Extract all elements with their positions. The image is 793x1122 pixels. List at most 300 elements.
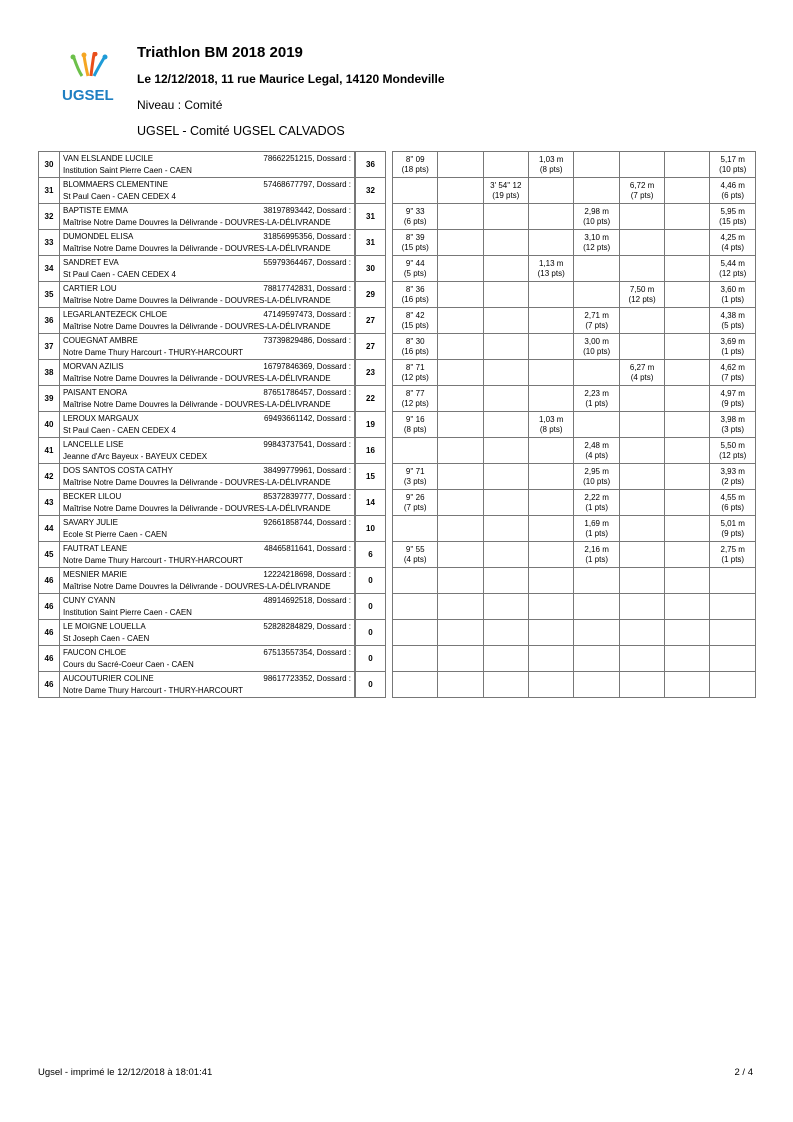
event-points: (16 pts) (401, 346, 429, 356)
athlete-row (39, 204, 355, 230)
event-points: (18 pts) (401, 164, 429, 174)
event-cell (710, 178, 756, 204)
total-points: 29 (356, 282, 386, 308)
rank: 40 (39, 412, 60, 438)
event-cell (483, 360, 528, 386)
level-label: Niveau : Comité (137, 98, 223, 112)
svg-text:UGSEL: UGSEL (62, 87, 114, 104)
athlete-info (60, 464, 355, 490)
event-performance: 5,95 m (720, 206, 745, 216)
athlete-name: SAVARY JULIE (63, 518, 118, 527)
event-row (393, 542, 756, 568)
school-name: Institution Saint Pierre Caen - CAEN (63, 166, 192, 175)
event-performance: 2,98 m (584, 206, 609, 216)
event-results-table (392, 151, 756, 698)
event-cell (619, 568, 664, 594)
event-row (393, 490, 756, 516)
ugsel-logo (60, 52, 126, 104)
license-number: 98617723352, Dossard : (263, 674, 351, 683)
athlete-name: BAPTISTE EMMA (63, 206, 128, 215)
event-performance: 4,46 m (720, 180, 745, 190)
points-row (356, 152, 386, 178)
total-points: 14 (356, 490, 386, 516)
athlete-name: CARTIER LOU (63, 284, 117, 293)
event-row (393, 646, 756, 672)
event-cell (393, 568, 438, 594)
event-cell (574, 594, 619, 620)
event-cell (619, 178, 664, 204)
event-cell (438, 230, 483, 256)
points-row (356, 282, 386, 308)
event-cell (619, 594, 664, 620)
event-row (393, 412, 756, 438)
rank: 32 (39, 204, 60, 230)
athlete-info (60, 152, 355, 178)
page-title: Triathlon BM 2018 2019 (137, 44, 303, 61)
event-points: (8 pts) (539, 424, 563, 434)
event-performance: 9'' 16 (405, 414, 425, 424)
event-points: (10 pts) (583, 346, 611, 356)
event-row (393, 620, 756, 646)
rank: 43 (39, 490, 60, 516)
event-cell (619, 386, 664, 412)
event-row (393, 464, 756, 490)
event-cell (393, 464, 438, 490)
total-points: 10 (356, 516, 386, 542)
event-performance: 2,48 m (584, 440, 609, 450)
license-number: 48465811641, Dossard : (263, 544, 351, 553)
event-performance: 6,27 m (629, 362, 655, 372)
event-cell (438, 334, 483, 360)
event-performance: 3,98 m (720, 414, 745, 424)
event-cell (619, 282, 664, 308)
license-number: 87651786457, Dossard : (263, 388, 351, 397)
points-row (356, 334, 386, 360)
event-performance: 2,71 m (584, 310, 609, 320)
event-cell (483, 594, 528, 620)
event-cell (619, 230, 664, 256)
event-cell (528, 178, 573, 204)
event-points: (1 pts) (585, 502, 608, 512)
event-cell (483, 308, 528, 334)
athlete-info (60, 204, 355, 230)
event-cell (528, 542, 573, 568)
event-cell (483, 412, 528, 438)
athlete-info (60, 360, 355, 386)
athlete-name: MORVAN AZILIS (63, 362, 124, 371)
event-points: (7 pts) (403, 502, 427, 512)
event-cell (528, 568, 573, 594)
event-cell (393, 308, 438, 334)
event-cell (665, 542, 710, 568)
event-performance: 1,03 m (538, 414, 564, 424)
athlete-info (60, 256, 355, 282)
event-points: (13 pts) (537, 268, 565, 278)
athlete-name: DUMONDEL ELISA (63, 232, 134, 241)
athlete-name: BECKER LILOU (63, 492, 122, 501)
rank: 46 (39, 620, 60, 646)
license-number: 12224218698, Dossard : (263, 570, 351, 579)
points-row (356, 204, 386, 230)
event-cell (619, 464, 664, 490)
total-points: 23 (356, 360, 386, 386)
athlete-name: PAISANT ENORA (63, 388, 128, 397)
athlete-row (39, 256, 355, 282)
event-performance: 9'' 71 (405, 466, 425, 476)
event-points: (12 pts) (628, 294, 656, 304)
event-cell (710, 646, 756, 672)
athlete-row (39, 386, 355, 412)
event-cell (393, 152, 438, 178)
event-performance: 8'' 09 (405, 154, 425, 164)
event-cell (665, 152, 710, 178)
event-cell (483, 178, 528, 204)
event-points: (7 pts) (630, 190, 654, 200)
school-name: Maîtrise Notre Dame Douvres la Délivrande - DOUVRES-LA-DÉLIVRANDE (63, 582, 331, 591)
event-performance: 2,75 m (720, 544, 745, 554)
athlete-info (60, 490, 355, 516)
event-cell (574, 204, 619, 230)
event-points: (10 pts) (583, 476, 611, 486)
event-performance: 3,93 m (720, 466, 745, 476)
total-points: 0 (356, 646, 386, 672)
rank: 37 (39, 334, 60, 360)
points-row (356, 464, 386, 490)
event-points: (1 pts) (585, 554, 608, 564)
athlete-name: CUNY CYANN (63, 596, 116, 605)
event-points: (19 pts) (492, 190, 520, 200)
event-cell (483, 230, 528, 256)
event-performance: 6,72 m (629, 180, 655, 190)
school-name: Maîtrise Notre Dame Douvres la Délivrande - DOUVRES-LA-DÉLIVRANDE (63, 478, 331, 487)
license-number: 78817742831, Dossard : (263, 284, 351, 293)
event-cell (438, 646, 483, 672)
athlete-row (39, 360, 355, 386)
event-cell (574, 282, 619, 308)
event-cell (438, 412, 483, 438)
event-cell (574, 620, 619, 646)
event-points: (4 pts) (630, 372, 654, 382)
license-number: 38499779961, Dossard : (263, 466, 351, 475)
event-cell (438, 438, 483, 464)
event-cell (528, 360, 573, 386)
rank: 42 (39, 464, 60, 490)
event-points: (16 pts) (401, 294, 429, 304)
athlete-row (39, 438, 355, 464)
school-name: Maîtrise Notre Dame Douvres la Délivrande - DOUVRES-LA-DÉLIVRANDE (63, 322, 331, 331)
points-row (356, 386, 386, 412)
event-row (393, 672, 756, 698)
event-cell (619, 412, 664, 438)
event-cell (528, 152, 573, 178)
event-performance: 5,44 m (720, 258, 745, 268)
school-name: Notre Dame Thury Harcourt - THURY-HARCOURT (63, 556, 244, 565)
event-cell (665, 386, 710, 412)
event-points: (7 pts) (585, 320, 608, 330)
event-performance: 4,62 m (720, 362, 745, 372)
total-points: 32 (356, 178, 386, 204)
athlete-row (39, 672, 355, 698)
athlete-name: FAUCON CHLOE (63, 648, 127, 657)
event-cell (710, 490, 756, 516)
event-cell (619, 672, 664, 698)
total-points: 0 (356, 594, 386, 620)
event-cell (438, 204, 483, 230)
event-row (393, 594, 756, 620)
event-performance: 3,60 m (720, 284, 745, 294)
athlete-row (39, 516, 355, 542)
event-cell (619, 438, 664, 464)
event-cell (528, 386, 573, 412)
school-name: Notre Dame Thury Harcourt - THURY-HARCOURT (63, 686, 244, 695)
license-number: 48914692518, Dossard : (263, 596, 351, 605)
event-performance: 8'' 36 (405, 284, 425, 294)
points-row (356, 256, 386, 282)
event-points: (10 pts) (719, 164, 747, 174)
event-cell (665, 672, 710, 698)
event-cell (619, 204, 664, 230)
rank: 44 (39, 516, 60, 542)
event-cell (710, 464, 756, 490)
license-number: 38197893442, Dossard : (263, 206, 351, 215)
event-performance: 9'' 44 (405, 258, 425, 268)
event-cell (574, 542, 619, 568)
event-points: (6 pts) (721, 502, 745, 512)
event-cell (710, 386, 756, 412)
total-points: 16 (356, 438, 386, 464)
event-cell (483, 204, 528, 230)
event-performance: 5,01 m (720, 518, 745, 528)
event-performance: 3,69 m (720, 336, 745, 346)
event-cell (483, 386, 528, 412)
total-points: 27 (356, 308, 386, 334)
event-date-location: Le 12/12/2018, 11 rue Maurice Legal, 14120 Mondeville (137, 72, 445, 86)
event-performance: 2,95 m (584, 466, 609, 476)
event-cell (438, 620, 483, 646)
rank: 35 (39, 282, 60, 308)
event-cell (528, 516, 573, 542)
event-cell (665, 516, 710, 542)
event-points: (9 pts) (721, 528, 745, 538)
event-points: (7 pts) (721, 372, 745, 382)
event-cell (438, 178, 483, 204)
license-number: 57468677797, Dossard : (263, 180, 351, 189)
event-points: (5 pts) (721, 320, 745, 330)
total-points: 30 (356, 256, 386, 282)
athlete-name: VAN ELSLANDE LUCILE (63, 154, 154, 163)
event-cell (665, 256, 710, 282)
event-cell (574, 412, 619, 438)
rank: 39 (39, 386, 60, 412)
event-row (393, 152, 756, 178)
event-cell (393, 672, 438, 698)
event-cell (619, 620, 664, 646)
event-cell (710, 256, 756, 282)
event-cell (393, 620, 438, 646)
athlete-row (39, 282, 355, 308)
event-performance: 5,50 m (720, 440, 745, 450)
license-number: 78662251215, Dossard : (263, 154, 351, 163)
total-points: 0 (356, 568, 386, 594)
points-row (356, 308, 386, 334)
rank: 41 (39, 438, 60, 464)
total-points: 36 (356, 152, 386, 178)
athlete-info (60, 542, 355, 568)
athlete-info (60, 672, 355, 698)
event-cell (710, 620, 756, 646)
total-points: 27 (356, 334, 386, 360)
event-cell (393, 204, 438, 230)
points-row (356, 490, 386, 516)
event-cell (483, 516, 528, 542)
event-cell (483, 334, 528, 360)
event-cell (393, 490, 438, 516)
event-performance: 8'' 77 (405, 388, 425, 398)
athlete-info (60, 412, 355, 438)
event-cell (438, 464, 483, 490)
event-performance: 9'' 26 (405, 492, 425, 502)
athlete-name: LE MOIGNE LOUELLA (63, 622, 146, 631)
event-cell (574, 490, 619, 516)
event-points: (12 pts) (401, 398, 429, 408)
event-row (393, 568, 756, 594)
athlete-info (60, 516, 355, 542)
athlete-info (60, 386, 355, 412)
license-number: 55979364467, Dossard : (263, 258, 351, 267)
event-cell (574, 360, 619, 386)
event-points: (12 pts) (719, 268, 747, 278)
event-cell (528, 672, 573, 698)
event-cell (574, 308, 619, 334)
athlete-row (39, 490, 355, 516)
event-cell (619, 646, 664, 672)
event-row (393, 516, 756, 542)
event-cell (710, 568, 756, 594)
rank: 46 (39, 568, 60, 594)
event-cell (483, 256, 528, 282)
event-cell (393, 412, 438, 438)
athlete-row (39, 594, 355, 620)
athlete-name: COUEGNAT AMBRE (63, 336, 138, 345)
school-name: St Paul Caen - CAEN CEDEX 4 (63, 270, 176, 279)
rank: 34 (39, 256, 60, 282)
license-number: 99843737541, Dossard : (263, 440, 351, 449)
event-performance: 1,13 m (538, 258, 564, 268)
event-cell (619, 152, 664, 178)
athlete-row (39, 334, 355, 360)
event-cell (438, 386, 483, 412)
event-cell (665, 490, 710, 516)
license-number: 73739829486, Dossard : (263, 336, 351, 345)
points-row (356, 178, 386, 204)
points-row (356, 516, 386, 542)
school-name: Cours du Sacré-Coeur Caen - CAEN (63, 660, 194, 669)
event-cell (393, 282, 438, 308)
event-cell (710, 204, 756, 230)
school-name: Maîtrise Notre Dame Douvres la Délivrande - DOUVRES-LA-DÉLIVRANDE (63, 296, 331, 305)
event-points: (15 pts) (401, 242, 429, 252)
event-cell (438, 256, 483, 282)
event-cell (483, 620, 528, 646)
school-name: St Paul Caen - CAEN CEDEX 4 (63, 192, 176, 201)
event-performance: 9'' 55 (405, 544, 425, 554)
school-name: Ecole St Pierre Caen - CAEN (63, 530, 168, 539)
event-cell (528, 412, 573, 438)
event-cell (483, 490, 528, 516)
event-cell (574, 568, 619, 594)
athlete-info (60, 620, 355, 646)
total-points: 6 (356, 542, 386, 568)
school-name: Jeanne d'Arc Bayeux - BAYEUX CEDEX (63, 452, 208, 461)
event-cell (438, 282, 483, 308)
school-name: Maîtrise Notre Dame Douvres la Délivrande - DOUVRES-LA-DÉLIVRANDE (63, 400, 331, 409)
event-points: (4 pts) (403, 554, 427, 564)
rank: 33 (39, 230, 60, 256)
event-cell (393, 360, 438, 386)
event-points: (3 pts) (721, 424, 745, 434)
athlete-row (39, 568, 355, 594)
athlete-row (39, 152, 355, 178)
event-cell (665, 360, 710, 386)
event-points: (15 pts) (401, 320, 429, 330)
event-cell (665, 464, 710, 490)
event-cell (665, 568, 710, 594)
event-points: (12 pts) (401, 372, 429, 382)
event-cell (710, 282, 756, 308)
athlete-name: BLOMMAERS CLEMENTINE (63, 180, 168, 189)
event-cell (619, 360, 664, 386)
event-cell (665, 178, 710, 204)
total-points: 31 (356, 204, 386, 230)
committee-label: UGSEL - Comité UGSEL CALVADOS (137, 124, 345, 138)
event-performance: 8'' 42 (405, 310, 425, 320)
event-performance: 4,55 m (720, 492, 745, 502)
event-performance: 5,17 m (720, 154, 745, 164)
event-cell (710, 230, 756, 256)
event-cell (665, 438, 710, 464)
school-name: Notre Dame Thury Harcourt - THURY-HARCOURT (63, 348, 244, 357)
event-cell (393, 178, 438, 204)
event-cell (528, 282, 573, 308)
event-cell (393, 386, 438, 412)
event-performance: 8'' 30 (405, 336, 425, 346)
total-points: 31 (356, 230, 386, 256)
school-name: Maîtrise Notre Dame Douvres la Délivrande - DOUVRES-LA-DÉLIVRANDE (63, 244, 331, 253)
points-row (356, 672, 386, 698)
athlete-name: LANCELLE LISE (63, 440, 124, 449)
event-cell (574, 464, 619, 490)
event-cell (528, 334, 573, 360)
rank: 38 (39, 360, 60, 386)
license-number: 69493661142, Dossard : (263, 414, 351, 423)
rank: 36 (39, 308, 60, 334)
event-points: (6 pts) (721, 190, 745, 200)
athlete-info (60, 230, 355, 256)
event-points: (9 pts) (721, 398, 745, 408)
athlete-row (39, 464, 355, 490)
event-row (393, 386, 756, 412)
event-row (393, 438, 756, 464)
event-points: (12 pts) (719, 450, 747, 460)
event-cell (438, 542, 483, 568)
event-points: (4 pts) (721, 242, 745, 252)
event-cell (710, 308, 756, 334)
points-row (356, 412, 386, 438)
event-cell (619, 490, 664, 516)
event-cell (710, 672, 756, 698)
event-points: (10 pts) (583, 216, 611, 226)
event-cell (710, 360, 756, 386)
